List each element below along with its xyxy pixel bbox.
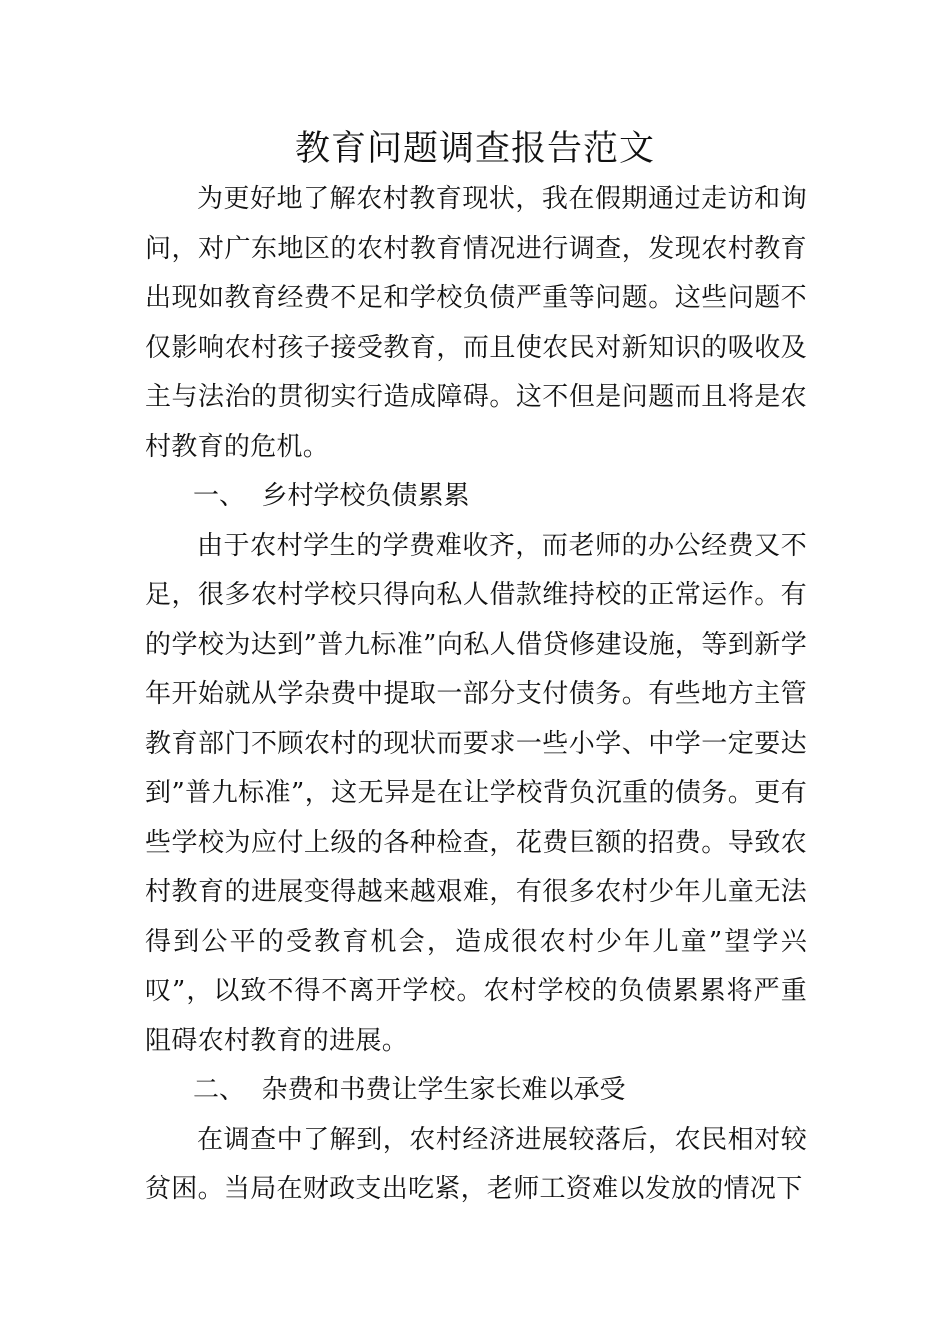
document-title: 教育问题调查报告范文 xyxy=(294,129,655,169)
section-2-heading: 二、 杂费和书费让学生家长难以承受 xyxy=(193,1075,626,1105)
section-1-paragraph: 由于农村学生的学费难收齐，而老师的办公经费又不足，很多农村学校只得向私人借款维持校的正常运作。有的学校为达到”普九标准”向私人借贷修建设施，等到新学年开始就从学杂费中提取一部分支付债务。有些地方主管教育部门不顾农村的现状而要求一些小学、中学一定要达到”普九标准”，这无异是在让学校背负沉重的债务。更有些学校为应付上级的各种检查，花费巨额的招费。导致农村教育的进展变得越来越艰难，有很多农村少年儿童无法得到公平的受教育机会，造成很农村少年儿童”望学兴叹”，以致不得不离开学校。农村学校的负债累累将严重阻碍农村教育的进展。 xyxy=(145,530,807,1056)
document-body xyxy=(145,175,807,1215)
section-2-paragraph: 在调查中了解到，农村经济进展较落后，农民相对较贫困。当局在财政支出吃紧，老师工资难以发放的情况下 xyxy=(145,1124,807,1204)
intro-paragraph: 为更好地了解农村教育现状，我在假期通过走访和询问，对广东地区的农村教育情况进行调查，发现农村教育出现如教育经费不足和学校负债严重等问题。这些问题不仅影响农村孩子接受教育，而且使农民对新知识的吸收及主与法治的贯彻实行造成障碍。这不但是问题而且将是农村教育的危机。 xyxy=(145,184,807,462)
section-1-heading: 一、 乡村学校负债累累 xyxy=(193,481,470,511)
